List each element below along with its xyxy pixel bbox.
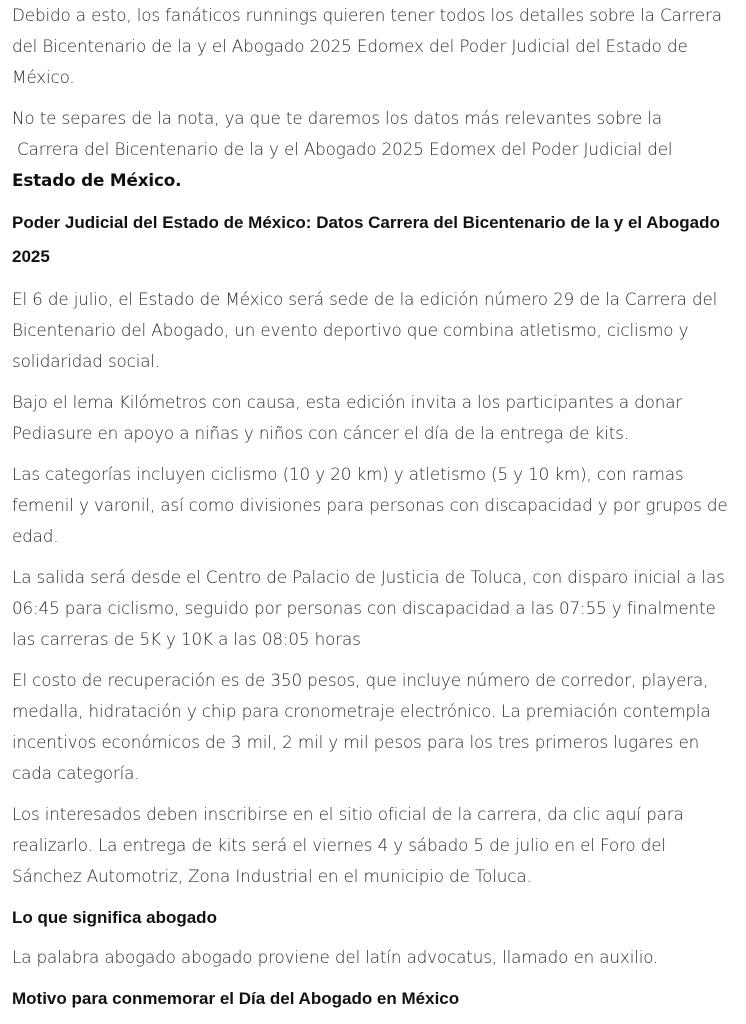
paragraph-etymology: La palabra abogado abogado proviene del latín advocatus, llamado en auxilio. <box>12 947 659 967</box>
paragraph-motto: Bajo el lema Kilómetros con causa, esta edición invita a los participantes a donar Pediasure en apoyo a niñas y niños con cáncer el día de la entrega de kits. <box>12 392 683 443</box>
paragraph-stay-tuned-line1: No te separes de la nota, ya que te daremos los datos más relevantes sobre la <box>12 108 663 128</box>
section-heading-meaning: Lo que significa abogado <box>12 908 217 927</box>
paragraph-stay-tuned <box>12 103 734 196</box>
paragraph-cost: El costo de recuperación es de 350 pesos, que incluye número de corredor, playera, medalla, hidratación y chip para cronometraje electrónico. La premiación contempla incentivos económicos de 3 mil, 2 mil y mil pesos para los tres primeros lugares en cada categoría. <box>12 670 711 783</box>
section-heading-motive: Motivo para conmemorar el Día del Abogado en México <box>12 989 460 1008</box>
paragraph-event-date: El 6 de julio, el Estado de México será sede de la edición número 29 de la Carrera del Bicentenario del Abogado, un evento deportivo que combina atletismo, ciclismo y solidaridad social. <box>12 289 718 371</box>
paragraph-registration: Los interesados deben inscribirse en el sitio oficial de la carrera, da clic aquí para realizarlo. La entrega de kits será el viernes 4 y sábado 5 de julio en el Foro del Sánchez Automotriz, Zona Industrial en el municipio de Toluca. <box>12 804 684 886</box>
section-heading-race-data: Poder Judicial del Estado de México: Datos Carrera del Bicentenario de la y el Abogado 2025 <box>12 213 720 266</box>
paragraph-categories: Las categorías incluyen ciclismo (10 y 20 km) y atletismo (5 y 10 km), con ramas femenil y varonil, así como divisiones para personas con discapacidad y por grupos de edad. <box>12 464 728 546</box>
paragraph-stay-tuned-line2: Carrera del Bicentenario de la y el Abogado 2025 Edomex del Poder Judicial del <box>17 139 673 159</box>
paragraph-stay-tuned-bold: Estado de México. <box>12 170 182 190</box>
paragraph-intro: Debido a esto, los fanáticos runnings quieren tener todos los detalles sobre la Carrera del Bicentenario de la y el Abogado 2025 Edomex del Poder Judicial del Estado de México. <box>12 5 722 87</box>
paragraph-start-times: La salida será desde el Centro de Palacio de Justicia de Toluca, con disparo inicial a las 06:45 para ciclismo, seguido por personas con discapacidad a las 07:55 y finalmente las carreras de 5K y 10K a las 08:05 horas <box>12 567 725 649</box>
